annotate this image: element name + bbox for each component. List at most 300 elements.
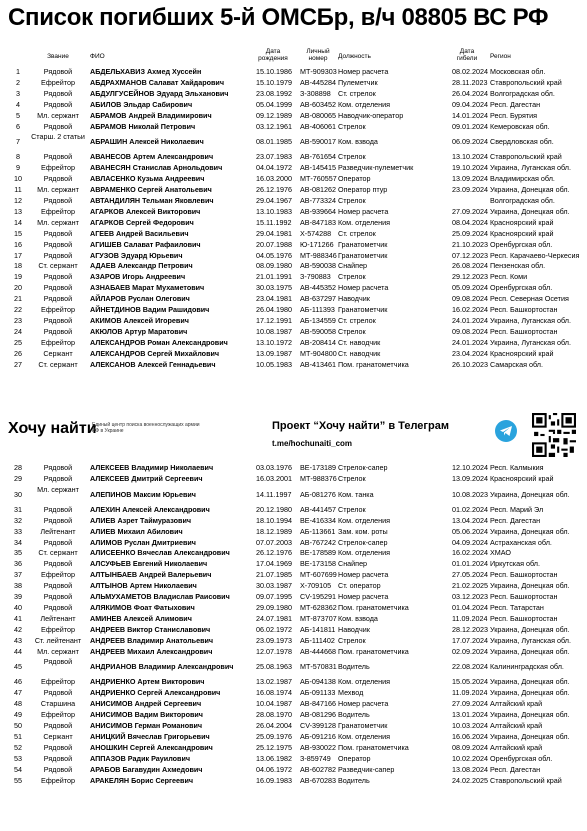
row-death-date: 21.02.2025 bbox=[452, 581, 488, 591]
row-number: 28 bbox=[14, 463, 22, 472]
row-token: МТ-904800 bbox=[300, 348, 337, 358]
row-position: Разведчик-пулеметчик bbox=[338, 163, 414, 173]
row-position: Оператор bbox=[338, 174, 371, 184]
row-number: 44 bbox=[14, 646, 22, 656]
row-token: АВ-767242 bbox=[300, 537, 336, 547]
row-position: Гранатометчик bbox=[338, 721, 388, 730]
table-row bbox=[0, 732, 587, 742]
row-death-date: 26.10.2023 bbox=[452, 359, 488, 369]
table-row bbox=[0, 283, 587, 293]
table-row bbox=[0, 463, 587, 473]
row-death-date: 24.01.2024 bbox=[452, 315, 488, 325]
row-rank: Рядовой bbox=[43, 515, 73, 525]
row-position: Ком. отделения bbox=[338, 515, 391, 525]
row-birth-date: 13.10.1972 bbox=[256, 337, 292, 347]
row-rank: Старш. 2 статьи bbox=[31, 132, 85, 142]
row-region: Самарская обл. bbox=[490, 359, 543, 369]
row-token: МТ-628362 bbox=[300, 602, 337, 612]
row-region: Ставропольский край bbox=[490, 77, 562, 87]
row-number: 4 bbox=[16, 99, 20, 109]
row-name: АБДРАХМАНОВ Салават Хайдарович bbox=[90, 77, 225, 87]
row-number: 3 bbox=[16, 88, 20, 98]
row-number: 6 bbox=[16, 121, 20, 131]
row-token: З-790883 bbox=[300, 272, 331, 282]
row-number: 17 bbox=[14, 250, 22, 260]
row-number: 11 bbox=[14, 185, 22, 195]
row-name: АЙЛАРОВ Руслан Олегович bbox=[90, 294, 190, 304]
row-name: АНИЦКИЙ Вячеслав Григорьевич bbox=[90, 731, 210, 741]
row-name: АНОШКИН Сергей Александрович bbox=[90, 742, 213, 752]
row-region: Респ. Башкортостан bbox=[490, 326, 558, 336]
row-token: АВ-847166 bbox=[300, 699, 336, 709]
row-birth-date: 03.12.1961 bbox=[256, 121, 292, 131]
row-position: Ком. отделения bbox=[338, 677, 391, 687]
row-region: Украина, Донецкая обл. bbox=[490, 710, 570, 720]
row-rank: Рядовой bbox=[43, 463, 73, 472]
row-rank: Лейтенант bbox=[40, 526, 76, 536]
row-birth-date: 03.03.1976 bbox=[256, 463, 292, 472]
table-row bbox=[0, 67, 587, 77]
row-birth-date: 23.09.1973 bbox=[256, 635, 292, 645]
banner-logo: Хочу найти bbox=[8, 420, 97, 437]
row-birth-date: 17.04.1969 bbox=[256, 559, 292, 569]
row-birth-date: 29.04.1967 bbox=[256, 196, 292, 205]
row-birth-date: 29.04.1981 bbox=[256, 228, 292, 238]
row-position: Наводчик bbox=[338, 624, 370, 634]
row-rank: Рядовой bbox=[43, 592, 73, 601]
row-position: Номер расчета bbox=[338, 206, 389, 216]
row-position: Водитель bbox=[338, 710, 370, 720]
row-birth-date: 25.08.1963 bbox=[256, 662, 292, 672]
table-row bbox=[0, 100, 587, 110]
row-token: АБ-081276 bbox=[300, 489, 336, 499]
row-name: АГАРКОВ Алексей Викторович bbox=[90, 206, 201, 216]
row-position: Стрелок bbox=[338, 152, 366, 162]
row-name: АБДУЛГУСЕЙНОВ Эдуард Эльханович bbox=[90, 88, 229, 98]
row-region: Украина, Донецкая обл. bbox=[490, 489, 570, 499]
row-name: АГИШЕВ Салават Рафаилович bbox=[90, 239, 201, 249]
row-birth-date: 23.04.1981 bbox=[256, 294, 292, 304]
row-region: Алтайский край bbox=[490, 742, 543, 752]
row-rank: Ефрейтор bbox=[41, 305, 75, 314]
row-name: АНДРИЕНКО Артем Викторович bbox=[90, 677, 205, 687]
table-row bbox=[0, 527, 587, 537]
row-name: АЙНЕТДИНОВ Вадим Рашидович bbox=[90, 305, 210, 314]
row-number: 36 bbox=[14, 559, 22, 569]
table-row bbox=[0, 163, 587, 173]
row-birth-date: 18.10.1994 bbox=[256, 515, 292, 525]
telegram-icon bbox=[495, 420, 517, 442]
row-rank: Рядовой bbox=[43, 88, 73, 98]
row-death-date: 16.06.2024 bbox=[452, 731, 488, 741]
row-name: АЛИМОВ Руслан Дмитриевич bbox=[90, 537, 196, 547]
row-token: МТ-988376 bbox=[300, 473, 337, 483]
row-name: АНДРЕЕВ Владимир Анатольевич bbox=[90, 635, 214, 645]
table-row bbox=[0, 251, 587, 261]
row-position: Номер расчета bbox=[338, 699, 389, 709]
row-birth-date: 21.01.1991 bbox=[256, 272, 292, 282]
banner-link[interactable]: t.me/hochunaiti_com bbox=[272, 439, 353, 448]
row-birth-date: 05.04.1999 bbox=[256, 99, 292, 109]
row-token: АВ-939664 bbox=[300, 206, 336, 216]
row-region: Украина, Донецкая обл. bbox=[490, 581, 570, 591]
banner-logo-subtitle: Единый центр поиска военнослужащих армии РФ в Украине bbox=[92, 422, 200, 434]
row-number: 5 bbox=[16, 110, 20, 120]
row-number: 32 bbox=[14, 515, 22, 525]
row-name: АМИНЕВ Алексей Алимович bbox=[90, 613, 192, 623]
row-region: Калининградская обл. bbox=[490, 662, 564, 672]
row-token: АВ-444668 bbox=[300, 646, 336, 656]
row-death-date: 13.09.2024 bbox=[452, 174, 488, 184]
row-token: АВ-590038 bbox=[300, 261, 336, 271]
table-row bbox=[0, 196, 587, 206]
row-name: АВАНЕСЯН Станислав Арнольдович bbox=[90, 163, 223, 173]
row-token: АВ-208414 bbox=[300, 337, 336, 347]
row-token: АВ-590058 bbox=[300, 326, 336, 336]
row-name: АЗАРОВ Игорь Андреевич bbox=[90, 272, 186, 282]
row-token: АБ-111393 bbox=[300, 305, 335, 314]
row-region: Оренбургская обл. bbox=[490, 239, 553, 249]
row-number: 42 bbox=[14, 624, 22, 634]
row-birth-date: 04.04.1972 bbox=[256, 163, 292, 173]
table-row bbox=[0, 327, 587, 337]
row-position: Гранатометчик bbox=[338, 305, 388, 314]
table-row bbox=[0, 647, 587, 657]
header-rank: Звание bbox=[47, 53, 69, 60]
row-birth-date: 25.09.1976 bbox=[256, 731, 292, 741]
row-number: 10 bbox=[14, 174, 22, 184]
row-position: Номер расчета bbox=[338, 570, 389, 580]
row-number: 40 bbox=[14, 602, 22, 612]
row-token: АВ-637297 bbox=[300, 294, 336, 304]
table-row bbox=[0, 338, 587, 348]
row-position: Водитель bbox=[338, 775, 370, 785]
row-birth-date: 15.11.1992 bbox=[256, 217, 292, 227]
row-rank: Сержант bbox=[43, 348, 73, 358]
row-rank: Ефрейтор bbox=[41, 337, 75, 347]
row-number: 8 bbox=[16, 152, 20, 162]
row-birth-date: 23.07.1983 bbox=[256, 152, 292, 162]
row-rank: Рядовой bbox=[43, 228, 73, 238]
row-death-date: 27.05.2024 bbox=[452, 570, 488, 580]
row-name: АЛСУФЬЕВ Евгений Николаевич bbox=[90, 559, 208, 569]
row-number: 47 bbox=[14, 688, 22, 698]
row-name: АЛЕКСАНОВ Алексей Геннадьевич bbox=[90, 359, 216, 369]
row-region: Респ. Калмыкия bbox=[490, 463, 544, 472]
row-name: АЗНАБАЕВ Марат Мухаметович bbox=[90, 283, 205, 293]
row-name: АРАКЕЛЯН Борис Сергеевич bbox=[90, 775, 194, 785]
row-position: Водитель bbox=[338, 662, 370, 672]
row-position: Ком. отделения bbox=[338, 731, 391, 741]
row-number: 43 bbox=[14, 635, 22, 645]
row-birth-date: 26.12.1976 bbox=[256, 548, 292, 558]
row-position: Зам. ком. роты bbox=[338, 526, 388, 536]
row-token: СV-195291 bbox=[300, 592, 336, 601]
row-number: 1 bbox=[16, 67, 20, 76]
row-region: Владимирская обл. bbox=[490, 174, 555, 184]
row-position: Мехвод bbox=[338, 688, 364, 698]
table-row bbox=[0, 570, 587, 580]
row-name: АБРАМОВ Николай Петрович bbox=[90, 121, 196, 131]
row-position: Ком. взвода bbox=[338, 613, 378, 623]
row-death-date: 10.08.2023 bbox=[452, 489, 488, 499]
row-number: 13 bbox=[14, 206, 22, 216]
row-rank: Ефрейтор bbox=[41, 624, 75, 634]
row-rank: Рядовой bbox=[43, 272, 73, 282]
row-name: АЛЕКСЕЕВ Дмитрий Сергеевич bbox=[90, 473, 203, 483]
row-number: 9 bbox=[16, 163, 20, 173]
row-rank: Ефрейтор bbox=[41, 570, 75, 580]
row-name: АБИЛОВ Эльдар Сабирович bbox=[90, 99, 193, 109]
row-death-date: 09.04.2024 bbox=[452, 99, 488, 109]
row-rank: Рядовой bbox=[43, 537, 73, 547]
row-position: Ст. стрелок bbox=[338, 88, 376, 98]
row-token: ВЕ-178589 bbox=[300, 548, 336, 558]
row-death-date: 10.03.2024 bbox=[452, 721, 488, 730]
row-region: Московская обл. bbox=[490, 67, 546, 76]
row-token: АБ-111402 bbox=[300, 635, 335, 645]
row-region: Волгоградская обл. bbox=[490, 196, 555, 205]
row-name: АКЮЛОВ Артур Маратович bbox=[90, 326, 188, 336]
row-rank: Рядовой bbox=[43, 283, 73, 293]
row-position: Ком. отделения bbox=[338, 217, 391, 227]
row-rank: Ефрейтор bbox=[41, 710, 75, 720]
row-token: Ю-171266 bbox=[300, 239, 334, 249]
row-birth-date: 10.04.1987 bbox=[256, 699, 292, 709]
row-token: АБ-094138 bbox=[300, 677, 336, 687]
row-name: АППАЗОВ Радик Рауилович bbox=[90, 753, 191, 763]
row-region: Украина, Донецкая обл. bbox=[490, 206, 570, 216]
row-position: Ст. оператор bbox=[338, 581, 381, 591]
row-token: АБ-091216 bbox=[300, 731, 336, 741]
table-row bbox=[0, 207, 587, 217]
row-name: АГАРКОВ Сергей Федорович bbox=[90, 217, 194, 227]
row-rank: Рядовой bbox=[43, 250, 73, 260]
table-row bbox=[0, 474, 587, 484]
row-death-date: 09.08.2024 bbox=[452, 294, 488, 304]
row-position: Стрелок bbox=[338, 272, 366, 282]
row-rank: Ефрейтор bbox=[41, 77, 75, 87]
header-name: ФИО bbox=[90, 53, 105, 60]
row-name: АВАНЕСОВ Артем Александрович bbox=[90, 152, 214, 162]
row-number: 53 bbox=[14, 753, 22, 763]
row-position: Стрелок bbox=[338, 121, 366, 131]
row-region: Респ. Татарстан bbox=[490, 602, 544, 612]
row-number: 50 bbox=[14, 721, 22, 730]
row-death-date: 16.02.2024 bbox=[452, 548, 488, 558]
row-death-date: 04.09.2024 bbox=[452, 537, 488, 547]
row-region: Респ. Дагестан bbox=[490, 764, 541, 774]
row-name: АВЛАСЕНКО Кузьма Андреевич bbox=[90, 174, 205, 184]
table-row bbox=[0, 122, 587, 132]
row-birth-date: 15.10.1986 bbox=[256, 67, 292, 76]
row-name: АНИСИМОВ Герман Романович bbox=[90, 721, 203, 730]
row-name: АЛЕКСЕЕВ Владимир Николаевич bbox=[90, 463, 214, 472]
row-name: АВРАМЕНКО Сергей Анатольевич bbox=[90, 185, 212, 195]
row-position: Ком. отделения bbox=[338, 99, 391, 109]
row-rank: Рядовой bbox=[43, 152, 73, 162]
row-number: 7 bbox=[16, 137, 20, 147]
row-death-date: 26.04.2024 bbox=[452, 88, 488, 98]
row-number: 55 bbox=[14, 775, 22, 785]
row-birth-date: 18.12.1989 bbox=[256, 526, 292, 536]
row-token: МТ-607699 bbox=[300, 570, 337, 580]
table-row bbox=[0, 272, 587, 282]
table-row bbox=[0, 699, 587, 709]
row-region: Волгоградская обл. bbox=[490, 88, 555, 98]
row-birth-date: 16.03.2001 bbox=[256, 473, 292, 483]
row-birth-date: 20.12.1980 bbox=[256, 504, 292, 514]
header-dob: Дата рождения bbox=[258, 48, 288, 62]
row-rank: Рядовой bbox=[43, 764, 73, 774]
table-row bbox=[0, 710, 587, 720]
page-title: Список погибших 5-й ОМСБр, в/ч 08805 ВС РФ bbox=[8, 4, 549, 31]
row-region: Респ. Башкортостан bbox=[490, 613, 558, 623]
row-death-date: 13.01.2024 bbox=[452, 710, 488, 720]
row-position: Гранатометчик bbox=[338, 239, 388, 249]
row-birth-date: 06.02.1972 bbox=[256, 624, 292, 634]
row-death-date: 06.09.2024 bbox=[452, 137, 488, 147]
row-region: Астраханская обл. bbox=[490, 537, 552, 547]
table-row bbox=[0, 603, 587, 613]
row-birth-date: 30.03.1987 bbox=[256, 581, 292, 591]
row-position: Пом. гранатометчика bbox=[338, 359, 409, 369]
row-rank: Лейтенант bbox=[40, 613, 76, 623]
row-death-date: 01.02.2024 bbox=[452, 504, 488, 514]
table-row bbox=[0, 240, 587, 250]
row-number: 14 bbox=[14, 217, 22, 227]
row-region: Респ. Марий Эл bbox=[490, 504, 544, 514]
row-death-date: 13.04.2024 bbox=[452, 515, 488, 525]
row-rank: Сержант bbox=[43, 731, 73, 741]
table-header bbox=[0, 44, 587, 66]
row-region: Красноярский край bbox=[490, 217, 554, 227]
row-number: 48 bbox=[14, 699, 22, 709]
table-row bbox=[0, 111, 587, 121]
row-death-date: 29.12.2023 bbox=[452, 272, 488, 282]
row-rank: Ефрейтор bbox=[41, 677, 75, 687]
row-name: АЛЕКСАНДРОВ Сергей Михайлович bbox=[90, 348, 220, 358]
row-number: 24 bbox=[14, 326, 22, 336]
row-name: АНДРИАНОВ Владимир Александрович bbox=[90, 662, 234, 672]
row-name: АНДРИЕНКО Сергей Александрович bbox=[90, 688, 221, 698]
row-death-date: 01.04.2024 bbox=[452, 602, 488, 612]
row-region: Украина, Донецкая обл. bbox=[490, 624, 570, 634]
row-birth-date: 09.12.1989 bbox=[256, 110, 292, 120]
table-row bbox=[0, 132, 587, 152]
row-position: Гранатометчик bbox=[338, 250, 388, 260]
table-row bbox=[0, 688, 587, 698]
row-death-date: 22.08.2024 bbox=[452, 662, 488, 672]
row-death-date: 14.01.2024 bbox=[452, 110, 488, 120]
row-number: 15 bbox=[14, 228, 22, 238]
row-birth-date: 16.03.2000 bbox=[256, 174, 292, 184]
table-row bbox=[0, 218, 587, 228]
row-region: Украина, Луганская обл. bbox=[490, 315, 571, 325]
row-death-date: 05.09.2024 bbox=[452, 283, 488, 293]
row-token: ВЕ-173158 bbox=[300, 559, 336, 569]
row-name: АЛТЫНОВ Артем Николаевич bbox=[90, 581, 197, 591]
row-number: 22 bbox=[14, 305, 22, 314]
row-death-date: 23.04.2024 bbox=[452, 348, 488, 358]
row-death-date: 23.09.2024 bbox=[452, 185, 488, 195]
row-rank: Рядовой bbox=[43, 559, 73, 569]
table-row bbox=[0, 754, 587, 764]
row-token: МТ-760557 bbox=[300, 174, 337, 184]
row-rank: Рядовой bbox=[43, 602, 73, 612]
row-region: Респ. Бурятия bbox=[490, 110, 538, 120]
row-death-date: 12.10.2024 bbox=[452, 463, 488, 472]
row-token: АВ-930022 bbox=[300, 742, 336, 752]
row-region: Украина, Донецкая обл. bbox=[490, 646, 570, 656]
row-number: 34 bbox=[14, 537, 22, 547]
row-death-date: 07.12.2023 bbox=[452, 250, 488, 260]
row-position: Ком. взвода bbox=[338, 137, 378, 147]
row-number: 29 bbox=[14, 473, 22, 483]
row-region: Пензенская обл. bbox=[490, 261, 546, 271]
row-rank: Рядовой bbox=[43, 67, 73, 76]
row-death-date: 02.09.2024 bbox=[452, 646, 488, 656]
row-token: АБ-141811 bbox=[300, 624, 336, 634]
table-row bbox=[0, 185, 587, 195]
row-region: Свердловская обл. bbox=[490, 137, 554, 147]
row-position: Разведчик-сапер bbox=[338, 764, 395, 774]
row-number: 30 bbox=[14, 489, 22, 499]
row-rank: Рядовой bbox=[43, 239, 73, 249]
row-rank: Рядовой bbox=[43, 315, 73, 325]
table-row bbox=[0, 657, 587, 677]
row-rank: Рядовой bbox=[43, 121, 73, 131]
row-birth-date: 12.07.1978 bbox=[256, 646, 292, 656]
row-position: Стрелок-сапер bbox=[338, 537, 388, 547]
row-rank: Рядовой bbox=[43, 99, 73, 109]
row-death-date: 17.07.2024 bbox=[452, 635, 488, 645]
row-region: Респ. Дагестан bbox=[490, 515, 541, 525]
row-birth-date: 04.06.1972 bbox=[256, 764, 292, 774]
row-region: Респ. Дагестан bbox=[490, 99, 541, 109]
row-rank: Мл. сержант bbox=[37, 646, 79, 656]
row-position: Номер расчета bbox=[338, 283, 389, 293]
row-number: 49 bbox=[14, 710, 22, 720]
row-birth-date: 09.07.1995 bbox=[256, 592, 292, 601]
row-rank: Рядовой bbox=[43, 753, 73, 763]
row-region: Украина, Луганская обл. bbox=[490, 337, 571, 347]
row-name: АЛЕХИН Алексей Александрович bbox=[90, 504, 210, 514]
table-row bbox=[0, 174, 587, 184]
row-birth-date: 16.08.1974 bbox=[256, 688, 292, 698]
row-rank: Мл. сержант bbox=[37, 484, 79, 494]
row-position: Стрелок bbox=[338, 196, 366, 205]
row-death-date: 05.06.2024 bbox=[452, 526, 488, 536]
row-number: 25 bbox=[14, 337, 22, 347]
row-name: АВТАНДИЛЯН Тельман Яковлевич bbox=[90, 196, 214, 205]
row-death-date: 09.01.2024 bbox=[452, 121, 488, 131]
row-birth-date: 13.02.1987 bbox=[256, 677, 292, 687]
row-birth-date: 04.05.1976 bbox=[256, 250, 292, 260]
row-name: АЛЕКСАНДРОВ Роман Александрович bbox=[90, 337, 228, 347]
row-death-date: 08.04.2024 bbox=[452, 217, 488, 227]
row-number: 51 bbox=[14, 731, 22, 741]
row-number: 12 bbox=[14, 196, 22, 205]
row-birth-date: 29.09.1980 bbox=[256, 602, 292, 612]
row-death-date: 28.11.2023 bbox=[452, 77, 488, 87]
row-token: АВ-773324 bbox=[300, 196, 336, 205]
header-dod: Дата гибели bbox=[456, 48, 478, 62]
row-position: Ст. стрелок bbox=[338, 315, 376, 325]
row-number: 38 bbox=[14, 581, 22, 591]
row-region: Респ. Башкортостан bbox=[490, 305, 558, 314]
row-position: Стрелок-сапер bbox=[338, 463, 388, 472]
